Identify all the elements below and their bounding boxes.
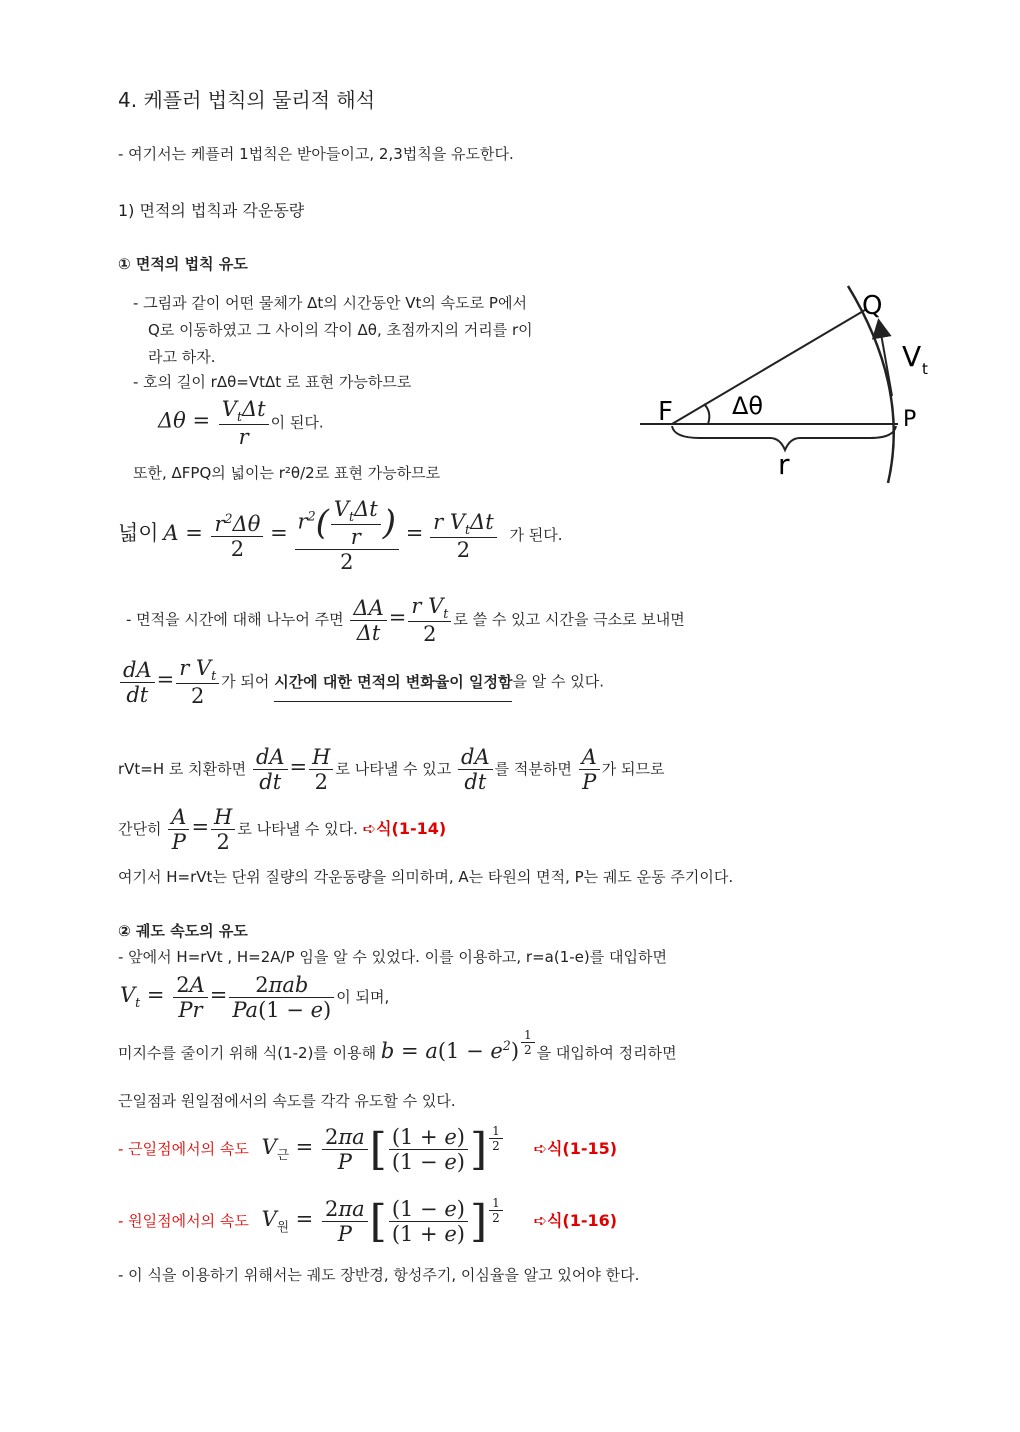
paragraph-line: - 그림과 같이 어떤 물체가 Δt의 시간동안 Vt의 속도로 P에서 [133,294,527,312]
paragraph-line: - 이 식을 이용하기 위해서는 궤도 장반경, 항성주기, 이심율을 알고 있어야 한다. [118,1266,640,1284]
label-dtheta: Δθ [732,392,764,420]
key-statement: 시간에 대한 면적의 변화율이 일정함 [274,673,512,702]
radius-line-FQ [672,310,865,424]
paragraph-line: Q로 이동하였고 그 사이의 각이 Δθ, 초점까지의 거리를 r이 [148,321,533,339]
paragraph-line: 여기서 H=rVt는 단위 질량의 각운동량을 의미하며, A는 타원의 면적, P는 궤도 운동 주기이다. [118,868,734,886]
equation-ref-1-16: ➪식(1-16) [533,1211,618,1230]
equation-dA-dt: - 면적을 시간에 대해 나누어 주면 $\frac{\Delta A}{\Delta t}$ = $\frac{r V_t}{2}$ 로 쓸 수 있고 시간을 극소로 보내면 [126,594,685,647]
equation-b: 미지수를 줄이기 위해 식(1-2)를 이용해 $b = a(1 - e^2)$ $\frac{1}{2}$ 을 대입하여 정리하면 [118,1028,677,1063]
subsection-heading-1: ① 면적의 법칙 유도 [118,255,248,273]
paragraph-line: - 앞에서 H=rVt , H=2A/P 임을 알 수 있었다. 이를 이용하고, r=a(1-e)를 대입하면 [118,948,667,966]
paragraph-line: 라고 하자. [148,348,216,366]
section-heading: 1) 면적의 법칙과 각운동량 [118,201,305,220]
intro-text: - 여기서는 케플러 1법칙은 받아들이고, 2,3법칙을 유도한다. [118,145,514,163]
equation-perihelion: - 근일점에서의 속도 $V_근$ = $\frac{2\pi a}{P}$ [ $\frac{(1 + e)}{(1 - e)}$ ] $\frac{1}{2}$ ➪식(1-15) [118,1124,618,1175]
equation-derivative: $\frac{dA}{dt}$ = $\frac{r V_t}{2}$ 가 되어 시간에 대한 면적의 변화율이 일정함을 알 수 있다. [118,656,604,708]
page-title: 4. 케플러 법칙의 물리적 해석 [118,88,376,112]
label-t: t [922,360,928,378]
subsection-heading-2: ② 궤도 속도의 유도 [118,922,248,940]
distance-brace [672,426,896,450]
paragraph-line: 또한, ΔFPQ의 넓이는 r²θ/2로 표현 가능하므로 [133,464,441,482]
paragraph-line: - 호의 길이 rΔθ=VtΔt 로 표현 가능하므로 [133,373,412,391]
equation-1-14: 간단히 $\frac{A}{P}$ = $\frac{H}{2}$ 로 나타낼 수 있다. ➪식(1-14) [118,805,447,854]
label-P: P [903,407,917,432]
equation-area: 넓이 A = $\frac{r^2\Delta\theta}{2}$ = $r^2$( $\frac{V_t\Delta t}{r}$ ) 2 = $\frac{r V_t\Delta t}{2}$ 가 된다. [118,497,563,575]
equation-aphelion: - 원일점에서의 속도 $V_원$ = $\frac{2\pi a}{P}$ [ $\frac{(1 - e)}{(1 + e)}$ ] $\frac{1}{2}$ ➪식(1-16) [118,1196,618,1247]
label-V: V [902,340,922,373]
label-F: F [658,397,673,427]
label-r: r [778,448,790,481]
label-Q: Q [862,291,883,321]
equation-ref-1-15: ➪식(1-15) [533,1139,618,1158]
equation-substitution: rVt=H 로 치환하면 $\frac{dA}{dt}$ = $\frac{H}{2}$ 로 나타낼 수 있고 $\frac{dA}{dt}$ 를 적분하면 $\frac{A}{P}$ 가 되므로 [118,745,665,794]
angle-arc [704,404,709,424]
equation-velocity: $V_t$ = $\frac{2A}{Pr}$ = $\frac{\text{2πab}}{Pa(1 - e)}$ 이 되며, [120,973,390,1022]
equation-ref-1-14: ➪식(1-14) [362,819,447,838]
equation-dtheta: Δθ = $\frac{V_t\Delta t}{r}$ 이 된다. [158,397,324,450]
orbit-diagram [630,278,950,493]
paragraph-line: 근일점과 원일점에서의 속도를 각각 유도할 수 있다. [118,1092,456,1110]
